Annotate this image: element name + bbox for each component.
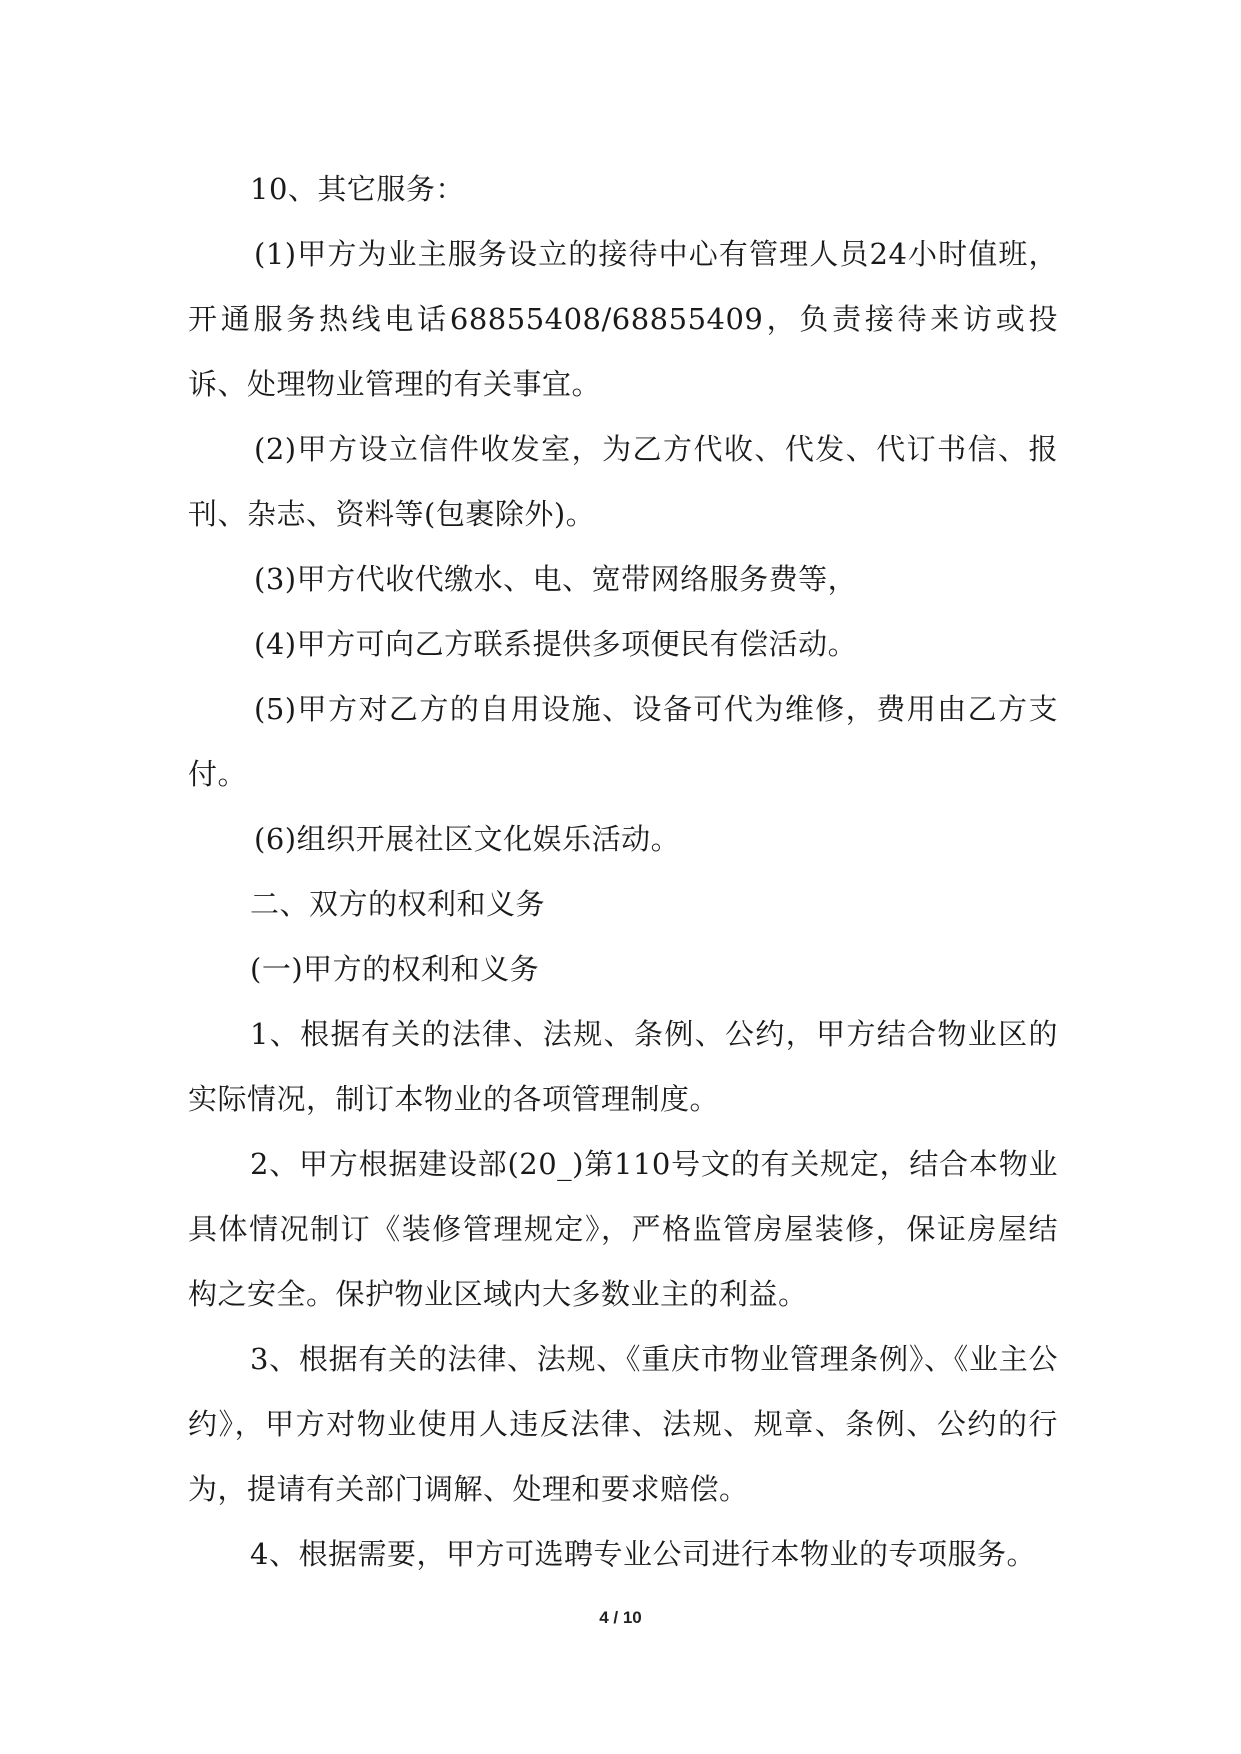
paragraph-item-1: (1)甲方为业主服务设立的接待中心有管理人员24小时值班，开通服务热线电话68855408/68855409，负责接待来访或投诉、处理物业管理的有关事宜。 [188,237,1058,401]
paragraph-clause-4: 4、根据需要，甲方可选聘专业公司进行本物业的专项服务。 [250,1537,1036,1571]
paragraph-other-services: 10、其它服务： [250,172,465,206]
paragraph-item-5: (5)甲方对乙方的自用设施、设备可代为维修，费用由乙方支付。 [188,692,1058,791]
paragraph-clause-3: 3、根据有关的法律、法规、《重庆市物业管理条例》、《业主公约》，甲方对物业使用人违反法律、法规、规章、条例、公约的行为，提请有关部门调解、处理和要求赔偿。 [188,1342,1058,1506]
paragraph-item-4: (4)甲方可向乙方联系提供多项便民有偿活动。 [254,627,858,661]
paragraph-clause-1: 1、根据有关的法律、法规、条例、公约，甲方结合物业区的实际情况，制订本物业的各项管理制度。 [188,1017,1058,1116]
document-body [188,157,1058,1587]
paragraph-item-2: (2)甲方设立信件收发室，为乙方代收、代发、代订书信、报刊、杂志、资料等(包裹除外)。 [188,432,1058,531]
paragraph-clause-2: 2、甲方根据建设部(20_)第110号文的有关规定，结合本物业具体情况制订《装修管理规定》，严格监管房屋装修，保证房屋结构之安全。保护物业区域内大多数业主的利益。 [188,1147,1058,1311]
section-heading-rights: 二、双方的权利和义务 [250,887,546,921]
paragraph-item-3: (3)甲方代收代缴水、电、宽带网络服务费等， [254,562,858,596]
subsection-heading-party-a: (一)甲方的权利和义务 [250,952,540,986]
paragraph-item-6: (6)组织开展社区文化娱乐活动。 [254,822,681,856]
page-number: 4 / 10 [599,1608,642,1627]
